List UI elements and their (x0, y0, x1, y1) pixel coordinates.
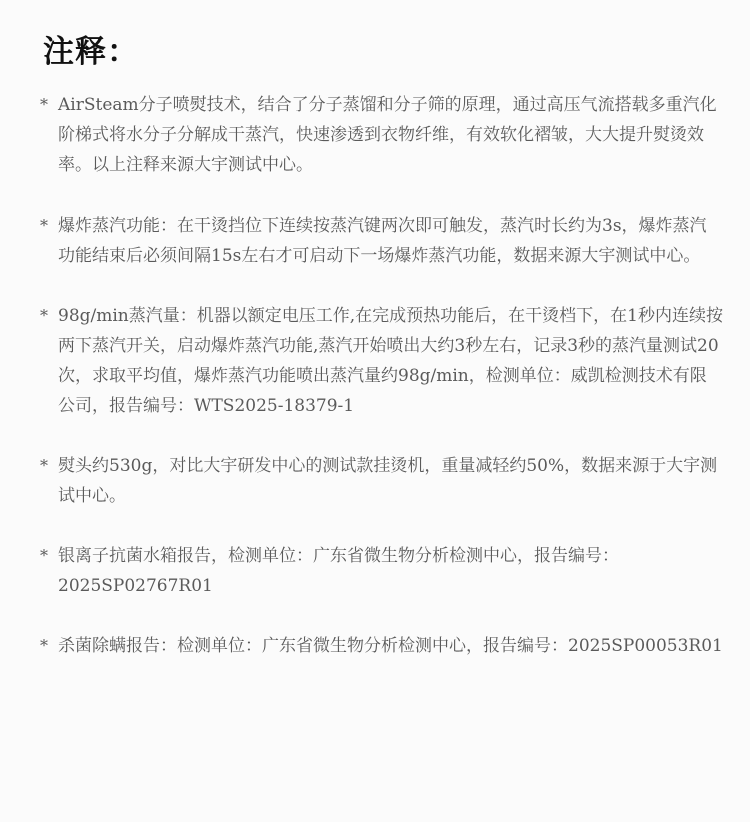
bullet-asterisk: * (40, 456, 48, 475)
note-text (58, 301, 723, 421)
note-text (58, 541, 720, 601)
note-line: 两下蒸汽开关，启动爆炸蒸汽功能,蒸汽开始喷出大约3秒左右，记录3秒的蒸汽量测试20 (58, 336, 719, 356)
note-line: 杀菌除螨报告：检测单位：广东省微生物分析检测中心，报告编号：2025SP00053R01 (58, 636, 723, 656)
note-line: 熨头约530g，对比大宇研发中心的测试款挂烫机，重量减轻约50%，数据来源于大宇测 (58, 456, 718, 476)
bullet-asterisk: * (40, 216, 48, 235)
note-line: 率。以上注释来源大宇测试中心。 (58, 155, 313, 175)
note-text (58, 451, 720, 511)
note-text (58, 631, 723, 661)
bullet-asterisk: * (40, 636, 48, 655)
note-line: 爆炸蒸汽功能：在干烫挡位下连续按蒸汽键两次即可触发，蒸汽时长约为3s，爆炸蒸汽 (58, 216, 707, 236)
note-line: 功能结束后必须间隔15s左右才可启动下一场爆炸蒸汽功能，数据来源大宇测试中心。 (58, 246, 701, 266)
note-text (58, 211, 720, 271)
note-line: 银离子抗菌水箱报告，检测单位：广东省微生物分析检测中心，报告编号： (58, 546, 619, 566)
note-line: 公司，报告编号：WTS2025-18379-1 (58, 396, 355, 416)
bullet-asterisk: * (40, 95, 48, 114)
note-line: 98g/min蒸汽量：机器以额定电压工作,在完成预热功能后，在干烫档下，在1秒内连续按 (58, 306, 723, 326)
note-line: 次，求取平均值，爆炸蒸汽功能喷出蒸汽量约98g/min，检测单位：威凯检测技术有限 (58, 366, 707, 386)
bullet-asterisk: * (40, 306, 48, 325)
note-line: AirSteam分子喷熨技术，结合了分子蒸馏和分子筛的原理，通过高压气流搭载多重汽化 (58, 95, 717, 115)
note-line: 阶梯式将水分子分解成干蒸汽，快速渗透到衣物纤维，有效软化褶皱，大大提升熨烫效 (58, 125, 704, 145)
note-line: 2025SP02767R01 (58, 576, 213, 596)
note-line: 试中心。 (58, 486, 126, 506)
page-title: 注释： (43, 34, 139, 70)
note-text (58, 90, 720, 180)
bullet-asterisk: * (40, 546, 48, 565)
